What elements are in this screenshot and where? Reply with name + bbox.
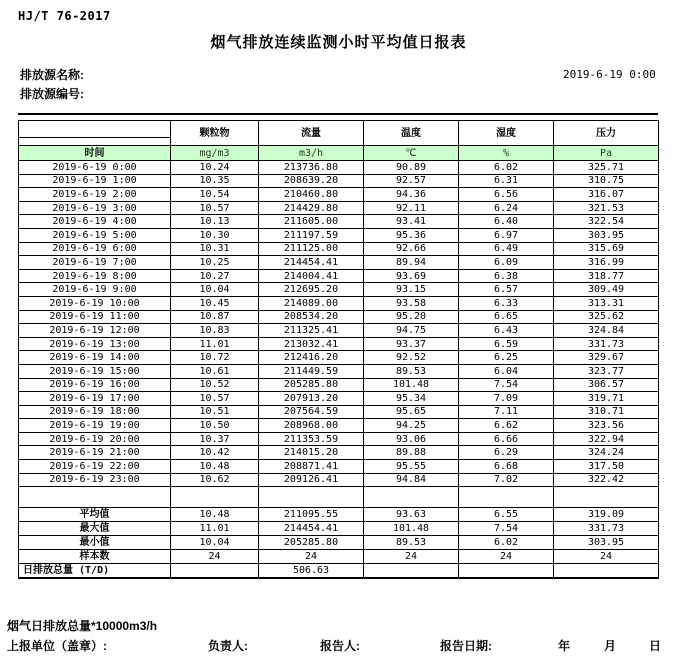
value-cell: 331.73 <box>554 522 659 536</box>
value-cell: 10.25 <box>171 256 259 270</box>
time-cell: 2019-6-19 20:00 <box>19 432 171 446</box>
time-cell: 2019-6-19 0:00 <box>19 161 171 175</box>
value-cell: 310.71 <box>554 405 659 419</box>
time-cell: 2019-6-19 3:00 <box>19 201 171 215</box>
value-cell: 6.04 <box>459 364 554 378</box>
blank-cell <box>19 138 171 146</box>
table-row <box>19 446 659 460</box>
summary-row-daily-total <box>19 564 659 578</box>
value-cell: 506.63 <box>259 564 364 578</box>
value-cell: 10.57 <box>171 201 259 215</box>
value-cell: 213032.41 <box>259 337 364 351</box>
blank-cell <box>19 487 171 508</box>
value-cell: 94.25 <box>364 419 459 433</box>
value-cell: 11.01 <box>171 522 259 536</box>
value-cell: 10.57 <box>171 392 259 406</box>
value-cell: 6.49 <box>459 242 554 256</box>
value-cell: 92.11 <box>364 201 459 215</box>
gap-row <box>19 487 659 508</box>
value-cell: 101.48 <box>364 522 459 536</box>
column-header-humidity: 湿度 <box>459 121 554 146</box>
summary-label: 样本数 <box>19 550 171 564</box>
summary-row-max <box>19 522 659 536</box>
value-cell: 10.87 <box>171 310 259 324</box>
source-id-label: 排放源编号: <box>20 87 84 101</box>
value-cell: 208639.20 <box>259 174 364 188</box>
table-row <box>19 351 659 365</box>
header-row-top <box>19 121 659 138</box>
unit-cell: % <box>459 146 554 161</box>
table-row <box>19 296 659 310</box>
value-cell: 6.29 <box>459 446 554 460</box>
time-cell: 2019-6-19 15:00 <box>19 364 171 378</box>
page-title: 烟气排放连续监测小时平均值日报表 <box>210 34 467 51</box>
value-cell: 207913.20 <box>259 392 364 406</box>
value-cell: 93.41 <box>364 215 459 229</box>
value-cell: 7.02 <box>459 473 554 487</box>
time-cell: 2019-6-19 1:00 <box>19 174 171 188</box>
value-cell: 211197.59 <box>259 228 364 242</box>
value-cell: 319.09 <box>554 508 659 522</box>
value-cell: 208968.00 <box>259 419 364 433</box>
report-date-label: 报告日期: <box>440 639 492 653</box>
value-cell: 325.71 <box>554 161 659 175</box>
value-cell: 214015.20 <box>259 446 364 460</box>
value-cell: 10.13 <box>171 215 259 229</box>
month-label: 月 <box>604 639 617 653</box>
report-table <box>18 120 659 579</box>
value-cell: 6.40 <box>459 215 554 229</box>
value-cell: 7.54 <box>459 522 554 536</box>
value-cell: 10.42 <box>171 446 259 460</box>
value-cell: 11.01 <box>171 337 259 351</box>
value-cell: 303.95 <box>554 536 659 550</box>
table-row <box>19 405 659 419</box>
value-cell: 309.49 <box>554 283 659 297</box>
value-cell: 324.84 <box>554 324 659 338</box>
value-cell: 10.48 <box>171 508 259 522</box>
value-cell: 6.97 <box>459 228 554 242</box>
value-cell: 94.84 <box>364 473 459 487</box>
value-cell: 324.24 <box>554 446 659 460</box>
value-cell: 10.52 <box>171 378 259 392</box>
value-cell: 6.31 <box>459 174 554 188</box>
value-cell <box>364 564 459 578</box>
value-cell: 90.89 <box>364 161 459 175</box>
column-header-flow: 流量 <box>259 121 364 146</box>
table-row <box>19 256 659 270</box>
table-row <box>19 174 659 188</box>
value-cell: 24 <box>554 550 659 564</box>
value-cell <box>554 564 659 578</box>
value-cell: 316.07 <box>554 188 659 202</box>
value-cell: 10.72 <box>171 351 259 365</box>
value-cell: 6.55 <box>459 508 554 522</box>
table-row <box>19 269 659 283</box>
value-cell: 6.59 <box>459 337 554 351</box>
value-cell: 10.35 <box>171 174 259 188</box>
column-header-pressure: 压力 <box>554 121 659 146</box>
value-cell: 212695.20 <box>259 283 364 297</box>
value-cell: 10.30 <box>171 228 259 242</box>
table-row <box>19 460 659 474</box>
value-cell: 214089.00 <box>259 296 364 310</box>
time-cell: 2019-6-19 4:00 <box>19 215 171 229</box>
table-row <box>19 283 659 297</box>
time-header: 时间 <box>19 146 171 161</box>
unit-cell: mg/m3 <box>171 146 259 161</box>
table-row <box>19 228 659 242</box>
year-label: 年 <box>558 639 571 653</box>
value-cell: 10.45 <box>171 296 259 310</box>
value-cell <box>459 564 554 578</box>
value-cell: 10.54 <box>171 188 259 202</box>
value-cell: 89.88 <box>364 446 459 460</box>
value-cell: 89.53 <box>364 364 459 378</box>
value-cell: 93.15 <box>364 283 459 297</box>
value-cell: 205285.80 <box>259 536 364 550</box>
table-row <box>19 378 659 392</box>
top-rule <box>18 113 658 115</box>
summary-label: 最大值 <box>19 522 171 536</box>
responsible-label: 负责人: <box>208 639 248 653</box>
value-cell: 214454.41 <box>259 522 364 536</box>
time-cell: 2019-6-19 14:00 <box>19 351 171 365</box>
value-cell: 6.66 <box>459 432 554 446</box>
value-cell: 24 <box>171 550 259 564</box>
value-cell: 321.53 <box>554 201 659 215</box>
value-cell: 10.61 <box>171 364 259 378</box>
blank-cell <box>364 487 459 508</box>
value-cell: 313.31 <box>554 296 659 310</box>
reporter-label: 报告人: <box>320 639 360 653</box>
value-cell: 318.77 <box>554 269 659 283</box>
report-datetime: 2019-6-19 0:00 <box>563 68 656 81</box>
blank-cell <box>259 487 364 508</box>
unit-cell: Pa <box>554 146 659 161</box>
value-cell: 315.69 <box>554 242 659 256</box>
value-cell: 93.37 <box>364 337 459 351</box>
value-cell: 322.42 <box>554 473 659 487</box>
value-cell: 93.06 <box>364 432 459 446</box>
value-cell: 6.33 <box>459 296 554 310</box>
value-cell: 92.66 <box>364 242 459 256</box>
day-label: 日 <box>649 639 662 653</box>
footer-note: 烟气日排放总量*10000m3/h <box>7 619 158 633</box>
blank-cell <box>19 121 171 138</box>
value-cell: 10.51 <box>171 405 259 419</box>
value-cell: 323.77 <box>554 364 659 378</box>
time-cell: 2019-6-19 2:00 <box>19 188 171 202</box>
value-cell: 210460.80 <box>259 188 364 202</box>
time-cell: 2019-6-19 7:00 <box>19 256 171 270</box>
value-cell <box>171 564 259 578</box>
table-row <box>19 188 659 202</box>
value-cell: 24 <box>364 550 459 564</box>
value-cell: 89.53 <box>364 536 459 550</box>
value-cell: 6.38 <box>459 269 554 283</box>
value-cell: 7.54 <box>459 378 554 392</box>
time-cell: 2019-6-19 19:00 <box>19 419 171 433</box>
value-cell: 209126.41 <box>259 473 364 487</box>
value-cell: 93.63 <box>364 508 459 522</box>
table-row <box>19 324 659 338</box>
value-cell: 6.57 <box>459 283 554 297</box>
value-cell: 95.20 <box>364 310 459 324</box>
value-cell: 10.83 <box>171 324 259 338</box>
value-cell: 211353.59 <box>259 432 364 446</box>
table-row <box>19 201 659 215</box>
unit-row <box>19 146 659 161</box>
summary-label: 最小值 <box>19 536 171 550</box>
time-cell: 2019-6-19 8:00 <box>19 269 171 283</box>
value-cell: 214454.41 <box>259 256 364 270</box>
value-cell: 24 <box>259 550 364 564</box>
value-cell: 101.48 <box>364 378 459 392</box>
time-cell: 2019-6-19 5:00 <box>19 228 171 242</box>
value-cell: 319.71 <box>554 392 659 406</box>
summary-row-samples <box>19 550 659 564</box>
value-cell: 208534.20 <box>259 310 364 324</box>
value-cell: 329.67 <box>554 351 659 365</box>
blank-cell <box>554 487 659 508</box>
summary-row-average <box>19 508 659 522</box>
value-cell: 207564.59 <box>259 405 364 419</box>
table-row <box>19 473 659 487</box>
value-cell: 331.73 <box>554 337 659 351</box>
value-cell: 322.94 <box>554 432 659 446</box>
standard-code: HJ/T 76-2017 <box>18 9 111 23</box>
value-cell: 10.62 <box>171 473 259 487</box>
time-cell: 2019-6-19 21:00 <box>19 446 171 460</box>
time-cell: 2019-6-19 13:00 <box>19 337 171 351</box>
value-cell: 10.48 <box>171 460 259 474</box>
table-row <box>19 310 659 324</box>
value-cell: 214004.41 <box>259 269 364 283</box>
unit-cell: m3/h <box>259 146 364 161</box>
value-cell: 208871.41 <box>259 460 364 474</box>
value-cell: 325.62 <box>554 310 659 324</box>
value-cell: 89.94 <box>364 256 459 270</box>
summary-row-min <box>19 536 659 550</box>
table-row <box>19 161 659 175</box>
value-cell: 214429.80 <box>259 201 364 215</box>
unit-cell: ℃ <box>364 146 459 161</box>
value-cell: 7.11 <box>459 405 554 419</box>
summary-label: 日排放总量 (T/D) <box>19 564 171 578</box>
value-cell: 93.69 <box>364 269 459 283</box>
value-cell: 211125.00 <box>259 242 364 256</box>
value-cell: 10.50 <box>171 419 259 433</box>
value-cell: 95.55 <box>364 460 459 474</box>
value-cell: 10.37 <box>171 432 259 446</box>
value-cell: 10.31 <box>171 242 259 256</box>
time-cell: 2019-6-19 11:00 <box>19 310 171 324</box>
value-cell: 95.36 <box>364 228 459 242</box>
table-row <box>19 215 659 229</box>
value-cell: 6.24 <box>459 201 554 215</box>
value-cell: 6.62 <box>459 419 554 433</box>
value-cell: 211325.41 <box>259 324 364 338</box>
value-cell: 211449.59 <box>259 364 364 378</box>
time-cell: 2019-6-19 10:00 <box>19 296 171 310</box>
value-cell: 303.95 <box>554 228 659 242</box>
value-cell: 6.68 <box>459 460 554 474</box>
time-cell: 2019-6-19 17:00 <box>19 392 171 406</box>
table-row <box>19 242 659 256</box>
time-cell: 2019-6-19 22:00 <box>19 460 171 474</box>
value-cell: 10.27 <box>171 269 259 283</box>
time-cell: 2019-6-19 16:00 <box>19 378 171 392</box>
table-row <box>19 419 659 433</box>
value-cell: 95.65 <box>364 405 459 419</box>
column-header-particulate: 颗粒物 <box>171 121 259 146</box>
value-cell: 6.43 <box>459 324 554 338</box>
value-cell: 94.36 <box>364 188 459 202</box>
time-cell: 2019-6-19 23:00 <box>19 473 171 487</box>
value-cell: 7.09 <box>459 392 554 406</box>
time-cell: 2019-6-19 18:00 <box>19 405 171 419</box>
value-cell: 24 <box>459 550 554 564</box>
value-cell: 211095.55 <box>259 508 364 522</box>
source-name-label: 排放源名称: <box>20 68 84 82</box>
value-cell: 316.99 <box>554 256 659 270</box>
value-cell: 92.52 <box>364 351 459 365</box>
value-cell: 6.09 <box>459 256 554 270</box>
value-cell: 6.56 <box>459 188 554 202</box>
value-cell: 95.34 <box>364 392 459 406</box>
value-cell: 322.54 <box>554 215 659 229</box>
value-cell: 10.24 <box>171 161 259 175</box>
value-cell: 310.75 <box>554 174 659 188</box>
value-cell: 323.56 <box>554 419 659 433</box>
value-cell: 6.02 <box>459 161 554 175</box>
value-cell: 10.04 <box>171 283 259 297</box>
table-row <box>19 432 659 446</box>
value-cell: 94.75 <box>364 324 459 338</box>
table-row <box>19 392 659 406</box>
value-cell: 306.57 <box>554 378 659 392</box>
time-cell: 2019-6-19 6:00 <box>19 242 171 256</box>
value-cell: 317.50 <box>554 460 659 474</box>
value-cell: 10.04 <box>171 536 259 550</box>
value-cell: 211605.00 <box>259 215 364 229</box>
value-cell: 93.58 <box>364 296 459 310</box>
value-cell: 205285.80 <box>259 378 364 392</box>
table-row <box>19 337 659 351</box>
column-header-temperature: 温度 <box>364 121 459 146</box>
value-cell: 6.02 <box>459 536 554 550</box>
value-cell: 6.65 <box>459 310 554 324</box>
table-row <box>19 364 659 378</box>
summary-label: 平均值 <box>19 508 171 522</box>
stamp-label: 上报单位（盖章）: <box>7 639 107 653</box>
blank-cell <box>459 487 554 508</box>
blank-cell <box>171 487 259 508</box>
value-cell: 6.25 <box>459 351 554 365</box>
value-cell: 92.57 <box>364 174 459 188</box>
time-cell: 2019-6-19 12:00 <box>19 324 171 338</box>
value-cell: 212416.20 <box>259 351 364 365</box>
time-cell: 2019-6-19 9:00 <box>19 283 171 297</box>
value-cell: 213736.80 <box>259 161 364 175</box>
